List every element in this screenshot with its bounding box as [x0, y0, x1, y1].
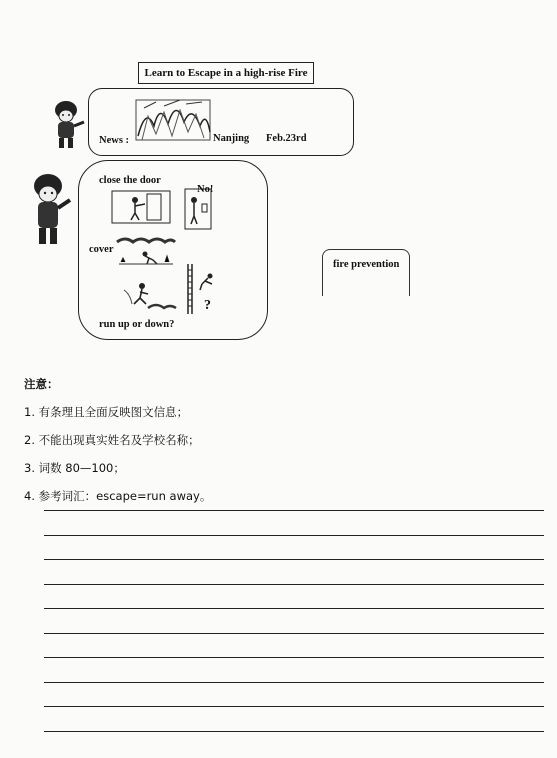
fire-building-illustration	[134, 96, 212, 144]
news-label: News :	[99, 135, 130, 146]
fire-prevention-box	[322, 249, 410, 296]
firefighter-icon	[48, 98, 88, 150]
answer-line	[44, 510, 544, 511]
title-box	[138, 62, 314, 84]
firefighter-icon	[28, 168, 74, 248]
notes-section	[24, 376, 211, 516]
close-door-illustration	[111, 190, 171, 224]
answer-line	[44, 682, 544, 683]
title-text: Learn to Escape in a high-rise Fire	[144, 67, 308, 79]
answer-line	[44, 559, 544, 560]
note-item: 3. 词数 80—100；	[24, 461, 125, 475]
cover-crawl-illustration	[115, 236, 177, 266]
close-door-label: close the door	[99, 175, 161, 186]
run-up-down-label: run up or down?	[99, 319, 175, 330]
news-date: Feb.23rd	[266, 133, 307, 144]
answer-line	[44, 535, 544, 536]
answer-line	[44, 706, 544, 707]
no-label: No!	[197, 184, 214, 195]
answer-line	[44, 584, 544, 585]
notes-heading: 注意：	[24, 377, 59, 391]
running-illustration	[122, 280, 178, 314]
fire-prevention-label: fire prevention	[333, 259, 400, 270]
answer-line	[44, 731, 544, 732]
question-mark: ?	[204, 298, 211, 313]
cover-label: cover	[89, 244, 114, 255]
answer-line	[44, 657, 544, 658]
note-item: 4. 参考词汇：escape=run away。	[24, 489, 212, 503]
answer-line	[44, 608, 544, 609]
note-item: 1. 有条理且全面反映图文信息；	[24, 405, 189, 419]
news-place: Nanjing	[213, 133, 250, 144]
answer-line	[44, 633, 544, 634]
note-item: 2. 不能出现真实姓名及学校名称；	[24, 433, 200, 447]
ladder-fall-illustration	[184, 262, 220, 316]
